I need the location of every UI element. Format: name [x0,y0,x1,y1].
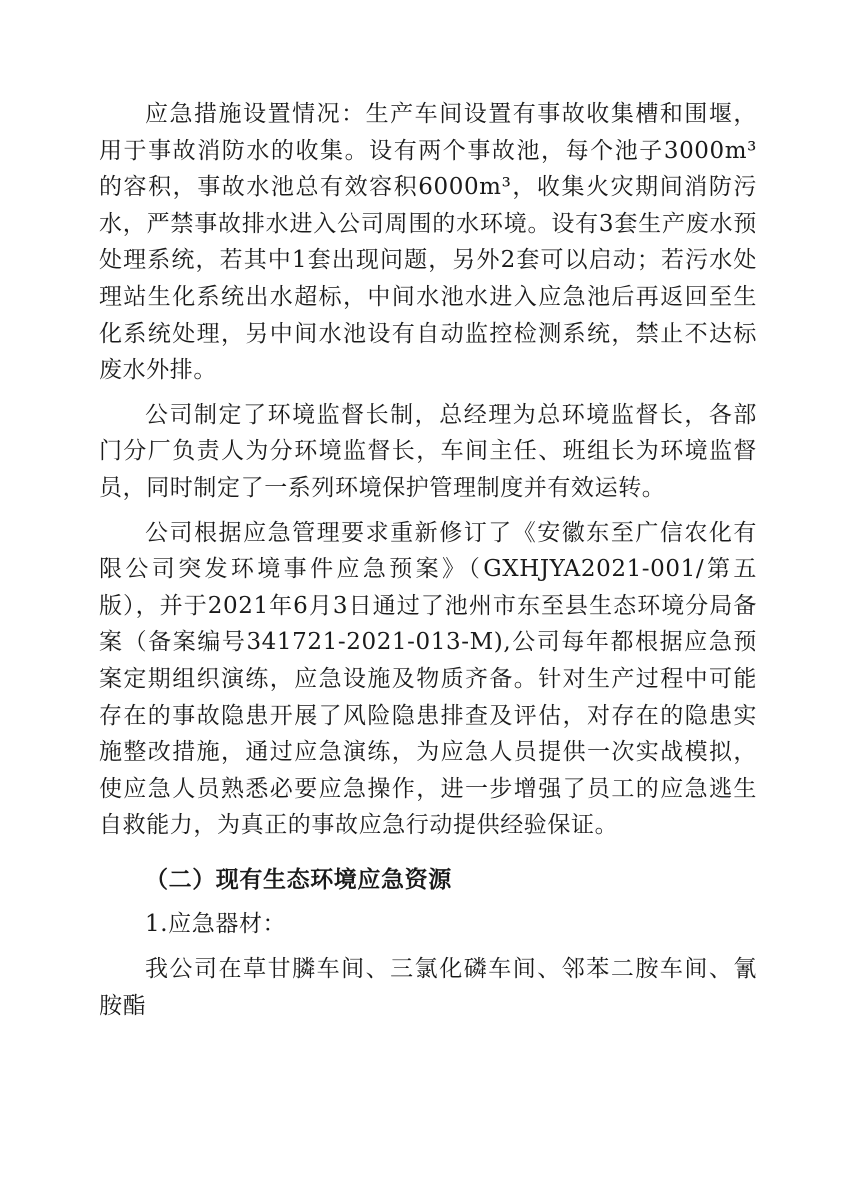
paragraph-equipment-intro: 我公司在草甘膦车间、三氯化磷车间、邻苯二胺车间、氰胺酯 [99,956,757,1019]
paragraph-supervision-system: 公司制定了环境监督长制，总经理为总环境监督长，各部门分厂负责人为分环境监督长，车间主任、班组长为环境监督员，同时制定了一系列环境保护管理制度并有效运转。 [99,401,757,501]
paragraph-emergency-plan: 公司根据应急管理要求重新修订了《安徽东至广信农化有限公司突发环境事件应急预案》（GXHJYA2021-001/第五版），并于2021年6月3日通过了池州市东至县生态环境分局备案（备案编号341721-2021-013-M),公司每年都根据应急预案定期组织演练，应急设施及物质齐备。针对生产过程中可能存在的事故隐患开展了风险隐患排查及评估，对存在的隐患实施整改措施，通过应急演练，为应急人员提供一次实战模拟，使应急人员熟悉必要应急操作，进一步增强了员工的应急逃生自救能力，为真正的事故应急行动提供经验保证。 [99,519,757,839]
document-body [99,96,757,1024]
sub-heading-equipment: 1.应急器材： [145,911,287,938]
section-heading: （二）现有生态环境应急资源 [145,865,452,893]
paragraph-emergency-measures: 应急措施设置情况：生产车间设置有事故收集槽和围堰，用于事故消防水的收集。设有两个事故池，每个池子3000m³的容积，事故水池总有效容积6000m³，收集火灾期间消防污水，严禁事故排水进入公司周围的水环境。设有3套生产废水预处理系统，若其中1套出现问题，另外2套可以启动；若污水处理站生化系统出水超标，中间水池水进入应急池后再返回至生化系统处理，另中间水池设有自动监控检测系统，禁止不达标废水外排。 [99,101,757,384]
